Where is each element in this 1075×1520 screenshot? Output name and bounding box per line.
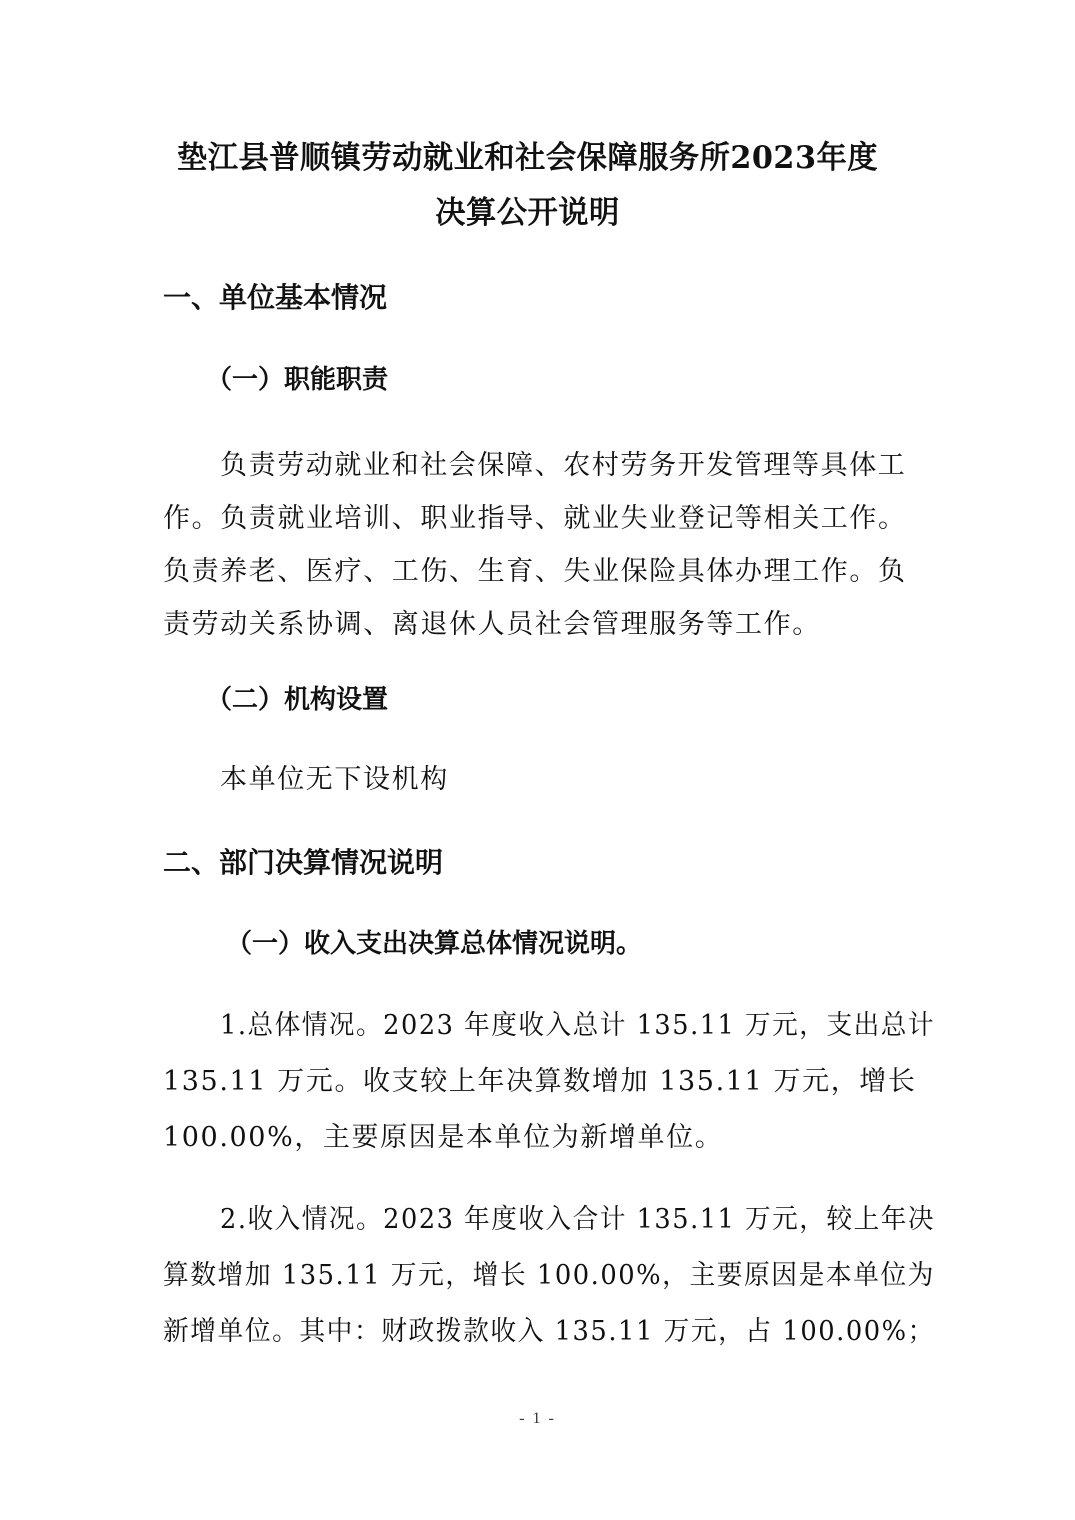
income-line1-rest: 2023 年度收入合计 135.11 万元，较上年决 <box>383 1204 936 1235</box>
section2-sub1-heading: （一）收入支出决算总体情况说明。 <box>226 929 643 959</box>
org-structure-text: 本单位无下设机构 <box>220 764 449 795</box>
overall-line1-rest: 2023 年度收入总计 135.11 万元，支出总计 <box>383 1010 936 1041</box>
document-title-line2: 决算公开说明 <box>435 195 620 231</box>
section1-sub1-heading: （一）职能职责 <box>206 365 389 395</box>
document-title-line1: 垫江县普顺镇劳动就业和社会保障服务所2023年度 <box>176 140 879 176</box>
section1-heading: 一、单位基本情况 <box>163 281 388 314</box>
section1-sub2-heading: （二）机构设置 <box>206 685 389 715</box>
duties-line-2: 作。负责就业培训、职业指导、就业失业登记等相关工作。 <box>163 503 907 534</box>
overall-lead: 1.总体情况。 <box>220 1010 384 1041</box>
income-para-line-1 <box>220 1202 935 1238</box>
section2-heading: 二、部门决算情况说明 <box>163 846 444 879</box>
duties-line-4: 责劳动关系协调、离退休人员社会管理服务等工作。 <box>163 609 821 640</box>
overall-para-line-1 <box>220 1008 935 1044</box>
income-lead: 2.收入情况。 <box>220 1204 384 1235</box>
income-para-line-3: 新增单位。其中：财政拨款收入 135.11 万元，占 100.00%； <box>163 1316 935 1347</box>
overall-para-line-3: 100.00%，主要原因是本单位为新增单位。 <box>163 1122 724 1153</box>
overall-para-line-2: 135.11 万元。收支较上年决算数增加 135.11 万元，增长 <box>163 1066 917 1097</box>
page-number: - 1 - <box>519 1410 556 1427</box>
duties-line-3: 负责养老、医疗、工伤、生育、失业保险具体办理工作。负 <box>163 556 907 587</box>
income-para-line-2: 算数增加 135.11 万元，增长 100.00%，主要原因是本单位为 <box>163 1260 935 1291</box>
duties-line-1: 负责劳动就业和社会保障、农村劳务开发管理等具体工 <box>220 450 907 481</box>
